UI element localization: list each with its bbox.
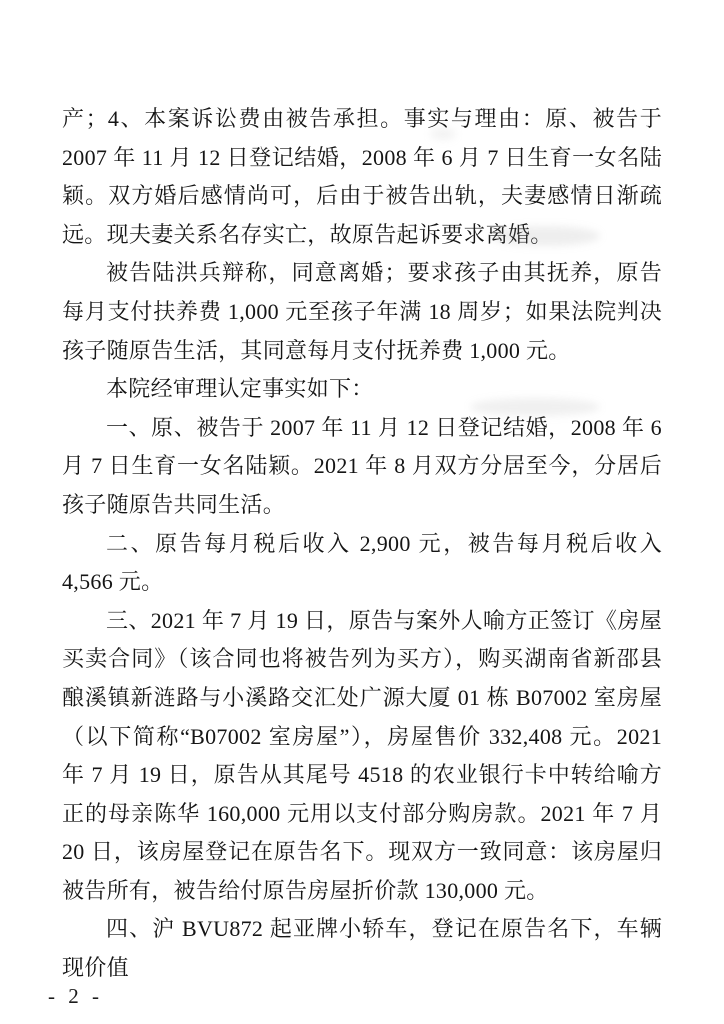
document-paragraph: 三、2021 年 7 月 19 日，原告与案外人喻方正签订《房屋买卖合同》（该合同也将被告列为买方），购买湖南省新邵县酿溪镇新涟路与小溪路交汇处广源大厦 01 栋 B07002 室房屋（以下简称“B07002 室房屋”），房屋售价 332,408 元。2021 年 7 月 19 日，原告从其尾号 4518 的农业银行卡中转给喻方正的母亲陈华 160,000 元用以支付部分购房款。2021 年 7 月 20 日，该房屋登记在原告名下。现双方一致同意：该房屋归被告所有，被告给付原告房屋折价款 130,000 元。 [62, 607, 662, 903]
page-number: - 2 - [48, 984, 103, 1008]
document-paragraph: 本院经审理认定事实如下： [106, 376, 374, 402]
document-paragraph: 被告陆洪兵辩称，同意离婚；要求孩子由其抚养，原告每月支付扶养费 1,000 元至孩子年满 18 周岁；如果法院判决孩子随原告生活，其同意每月支付抚养费 1,000 元。 [62, 260, 662, 363]
document-body-text [62, 100, 662, 988]
document-paragraph: 四、沪 BVU872 起亚牌小轿车，登记在原告名下，车辆现价值 [62, 916, 662, 981]
document-paragraph: 二、原告每月税后收入 2,900 元，被告每月税后收入 4,566 元。 [62, 530, 662, 595]
document-paragraph: 产；4、本案诉讼费由被告承担。事实与理由：原、被告于 2007 年 11 月 12 日登记结婚，2008 年 6 月 7 日生育一女名陆颖。双方婚后感情尚可，后由于被告出轨，夫妻感情日渐疏远。现夫妻关系名存实亡，故原告起诉要求离婚。 [62, 106, 663, 247]
document-paragraph: 一、原、被告于 2007 年 11 月 12 日登记结婚，2008 年 6 月 7 日生育一女名陆颖。2021 年 8 月双方分居至今，分居后孩子随原告共同生活。 [62, 414, 662, 517]
